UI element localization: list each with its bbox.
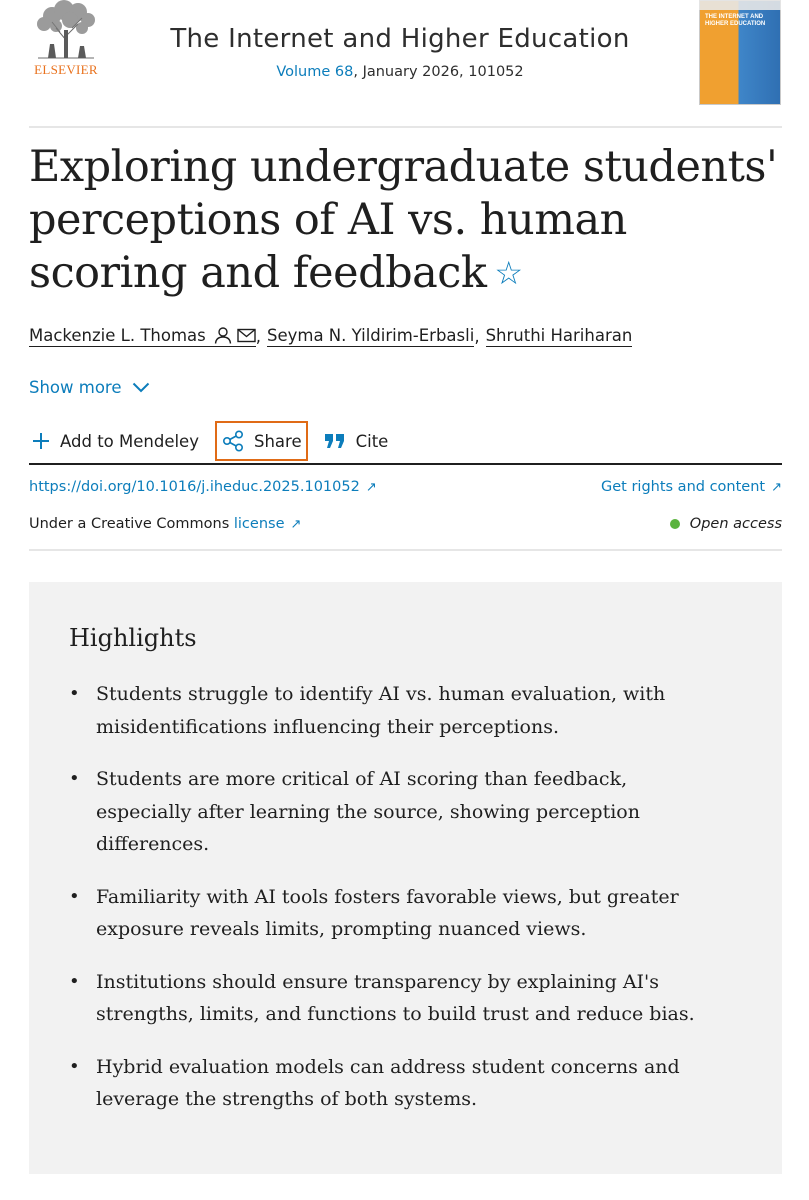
open-access-dot-icon: [670, 519, 680, 529]
author-separator: ,: [255, 327, 261, 346]
share-icon: [222, 430, 244, 452]
author-name: Seyma N. Yildirim-Erbasli: [266, 326, 475, 345]
external-link-icon: ↗: [771, 480, 782, 495]
rights-text: Get rights and content: [601, 479, 766, 495]
license-row: [29, 516, 782, 532]
license-link[interactable]: [234, 516, 302, 532]
highlight-item: • Students are more critical of AI scoring than feedback, especially after learning the source, showing perception differences.: [69, 763, 709, 861]
license-prefix: Under a Creative Commons: [29, 516, 230, 532]
highlights-list: [69, 678, 709, 1136]
article-toolbar: [29, 418, 782, 464]
doi-row: [29, 479, 782, 495]
issue-date: , January 2026, 101052: [353, 64, 524, 80]
doi-text: https://doi.org/10.1016/j.iheduc.2025.101052: [29, 479, 360, 495]
elsevier-tree-icon: [26, 0, 106, 62]
elsevier-wordmark: ELSEVIER: [34, 62, 98, 77]
external-link-icon: ↗: [290, 517, 302, 532]
show-more-label: Show more: [29, 378, 122, 397]
meta-divider: [29, 549, 782, 551]
journal-title[interactable]: The Internet and Higher Education: [170, 24, 630, 54]
license-statement: [29, 516, 301, 532]
author-name: Shruthi Hariharan: [485, 326, 633, 345]
journal-header: [0, 0, 809, 128]
cover-stripe: [699, 0, 781, 10]
quote-icon: [324, 433, 346, 449]
open-access-badge: [670, 516, 782, 532]
external-link-icon: ↗: [365, 480, 377, 495]
toolbar-divider: [29, 463, 782, 465]
show-more-button[interactable]: [29, 378, 150, 397]
add-to-mendeley-button[interactable]: [32, 422, 199, 460]
author-separator: ,: [474, 327, 480, 346]
article-title: [29, 141, 789, 300]
author-mackenzie-thomas[interactable]: [29, 326, 256, 347]
author-seyma-yildirim-erbasli[interactable]: [267, 326, 474, 347]
plus-icon: [32, 432, 50, 450]
highlights-section: [29, 582, 782, 1174]
highlight-item: • Institutions should ensure transparency by explaining AI's strengths, limits, and functions to build trust and reduce bias.: [69, 966, 709, 1031]
author-shruthi-hariharan[interactable]: [486, 326, 633, 347]
volume-link[interactable]: Volume 68: [276, 64, 354, 80]
chevron-down-icon: [132, 382, 150, 393]
doi-link[interactable]: [29, 479, 377, 495]
license-link-text: license: [233, 516, 285, 532]
author-icons: [214, 327, 256, 344]
envelope-icon: [237, 328, 256, 343]
highlight-item: • Students struggle to identify AI vs. human evaluation, with misidentifications influencing their perceptions.: [69, 678, 709, 743]
person-icon: [214, 327, 232, 344]
cover-title: THE INTERNET AND HIGHER EDUCATION: [705, 14, 766, 27]
journal-meta: [160, 64, 640, 80]
cite-label: Cite: [355, 431, 389, 451]
article-title-text: Exploring undergraduate students' perceptions of AI vs. human scoring and feedback: [29, 142, 778, 298]
share-button[interactable]: [215, 421, 308, 461]
highlight-item: • Hybrid evaluation models can address student concerns and leverage the strengths of both systems.: [69, 1051, 709, 1116]
cite-button[interactable]: [324, 422, 389, 460]
highlight-item: • Familiarity with AI tools fosters favorable views, but greater exposure reveals limits, prompting nuanced views.: [69, 881, 709, 946]
open-access-label: Open access: [689, 516, 782, 532]
get-rights-link[interactable]: [601, 479, 782, 495]
share-label: Share: [253, 431, 302, 451]
header-divider: [29, 126, 782, 128]
author-name: Mackenzie L. Thomas: [29, 326, 206, 345]
star-outline-icon[interactable]: ☆: [494, 254, 523, 292]
highlights-heading: Highlights: [69, 624, 197, 652]
author-list: [29, 326, 789, 347]
elsevier-logo[interactable]: [26, 0, 106, 80]
mendeley-label: Add to Mendeley: [60, 431, 199, 451]
journal-cover-image[interactable]: [699, 0, 781, 105]
